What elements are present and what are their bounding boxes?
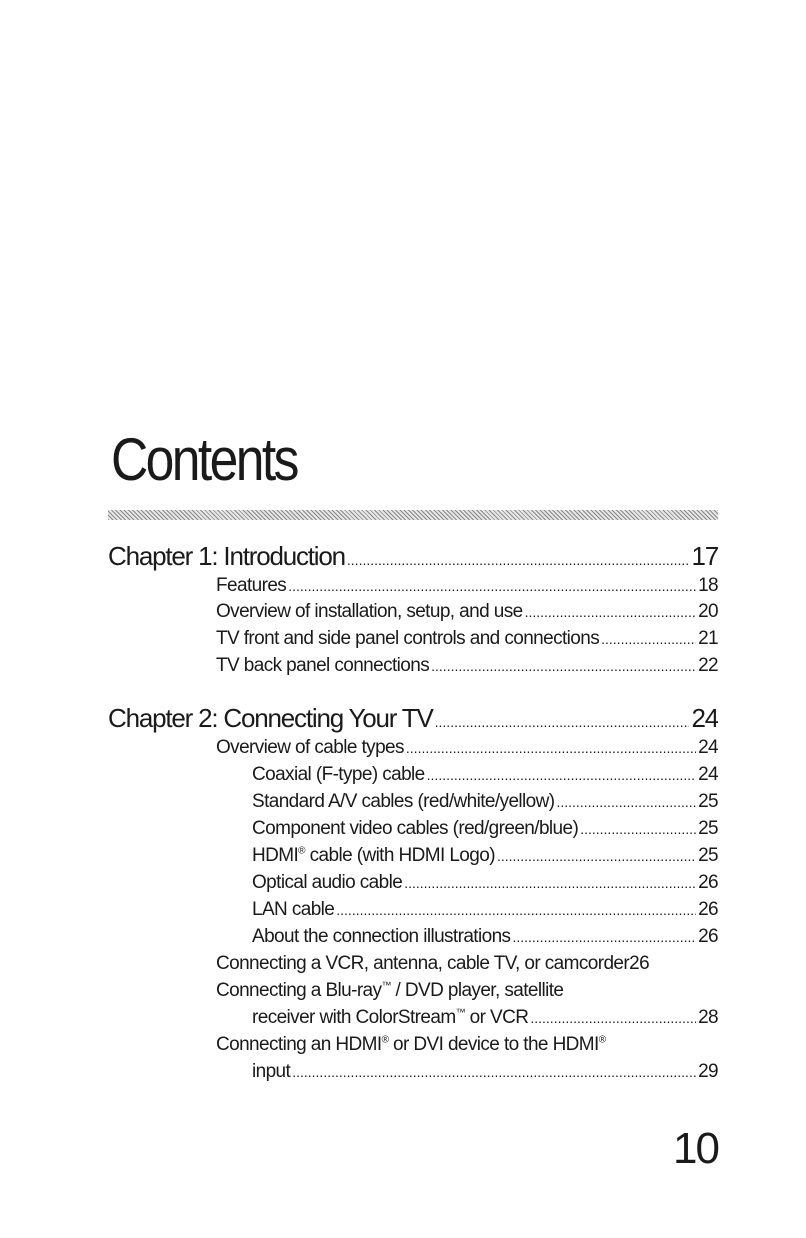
leader-dots xyxy=(404,870,696,896)
entry-label: TV back panel connections xyxy=(216,655,430,676)
leader-dots xyxy=(435,706,690,734)
leader-dots xyxy=(601,626,696,652)
entry-page: 26 xyxy=(698,926,718,947)
leader-dots xyxy=(288,573,696,599)
toc-entry[interactable] xyxy=(216,573,718,599)
entry-page: 18 xyxy=(698,575,718,596)
leader-dots xyxy=(292,1059,696,1085)
entry-label: Features xyxy=(216,575,287,596)
toc-entry[interactable] xyxy=(216,951,718,977)
entry-label: TV front and side panel controls and connections xyxy=(216,628,600,649)
entry-label: Coaxial (F-type) cable xyxy=(252,764,425,785)
leader-dots xyxy=(525,599,696,625)
leader-dots xyxy=(530,1005,696,1031)
toc-entry[interactable] xyxy=(252,816,718,842)
entry-label: Connecting a VCR, antenna, cable TV, or camcorder xyxy=(216,953,630,974)
entry-page: 26 xyxy=(629,953,650,974)
toc-entry[interactable] xyxy=(252,843,718,869)
entry-label: receiver with ColorStream™ or VCR xyxy=(252,1007,529,1028)
page-number: 10 xyxy=(673,1124,718,1173)
entry-page: 24 xyxy=(698,764,718,785)
entry-label: Standard A/V cables (red/white/yellow) xyxy=(252,791,555,812)
entry-label: LAN cable xyxy=(252,899,335,920)
leader-dots xyxy=(406,735,696,761)
toc-entry-line[interactable]: Connecting a Blu-ray™ / DVD player, satellite xyxy=(216,980,564,1001)
toc-entry[interactable] xyxy=(216,653,718,679)
entry-label: Overview of installation, setup, and use xyxy=(216,601,523,622)
toc-entry[interactable] xyxy=(216,626,718,652)
entry-page: 29 xyxy=(698,1061,718,1082)
entry-page: 25 xyxy=(698,791,718,812)
chapter-page: 24 xyxy=(691,703,718,733)
entry-page: 25 xyxy=(698,818,718,839)
entry-label: HDMI® cable (with HDMI Logo) xyxy=(252,845,495,866)
leader-dots xyxy=(347,544,690,572)
toc-entry[interactable] xyxy=(252,1059,718,1085)
entry-page: 26 xyxy=(698,899,718,920)
entry-label: About the connection illustrations xyxy=(252,926,511,947)
chapter-label: Chapter 1: Introduction xyxy=(108,541,345,571)
leader-dots xyxy=(431,653,696,679)
toc-entry[interactable] xyxy=(252,762,718,788)
leader-dots xyxy=(427,762,696,788)
page-title: Contents xyxy=(111,426,297,493)
entry-page: 28 xyxy=(698,1007,718,1028)
toc-entry[interactable] xyxy=(216,599,718,625)
toc-entry[interactable] xyxy=(252,789,718,815)
toc-entry[interactable] xyxy=(252,897,718,923)
entry-page: 24 xyxy=(698,737,718,758)
toc-entry[interactable] xyxy=(252,870,718,896)
toc-entry[interactable] xyxy=(252,924,718,950)
toc-entry[interactable] xyxy=(252,1005,718,1031)
leader-dots xyxy=(512,924,696,950)
entry-page: 20 xyxy=(698,601,718,622)
entry-label: Component video cables (red/green/blue) xyxy=(252,818,579,839)
chapter-label: Chapter 2: Connecting Your TV xyxy=(108,703,433,733)
leader-dots xyxy=(336,897,696,923)
entry-page: 25 xyxy=(698,845,718,866)
toc-chapter-2[interactable] xyxy=(108,702,718,734)
entry-page: 21 xyxy=(698,628,718,649)
leader-dots xyxy=(580,816,696,842)
toc-entry-line[interactable]: Connecting an HDMI® or DVI device to the HDMI® xyxy=(216,1034,606,1055)
entry-label: Optical audio cable xyxy=(252,872,403,893)
entry-page: 22 xyxy=(698,655,718,676)
toc-chapter-1[interactable] xyxy=(108,540,718,572)
leader-dots xyxy=(497,843,696,869)
leader-dots xyxy=(556,789,696,815)
entry-page: 26 xyxy=(698,872,718,893)
toc-entry[interactable] xyxy=(216,735,718,761)
entry-label: Overview of cable types xyxy=(216,737,404,758)
entry-label: input xyxy=(252,1061,291,1082)
chapter-page: 17 xyxy=(691,541,718,571)
